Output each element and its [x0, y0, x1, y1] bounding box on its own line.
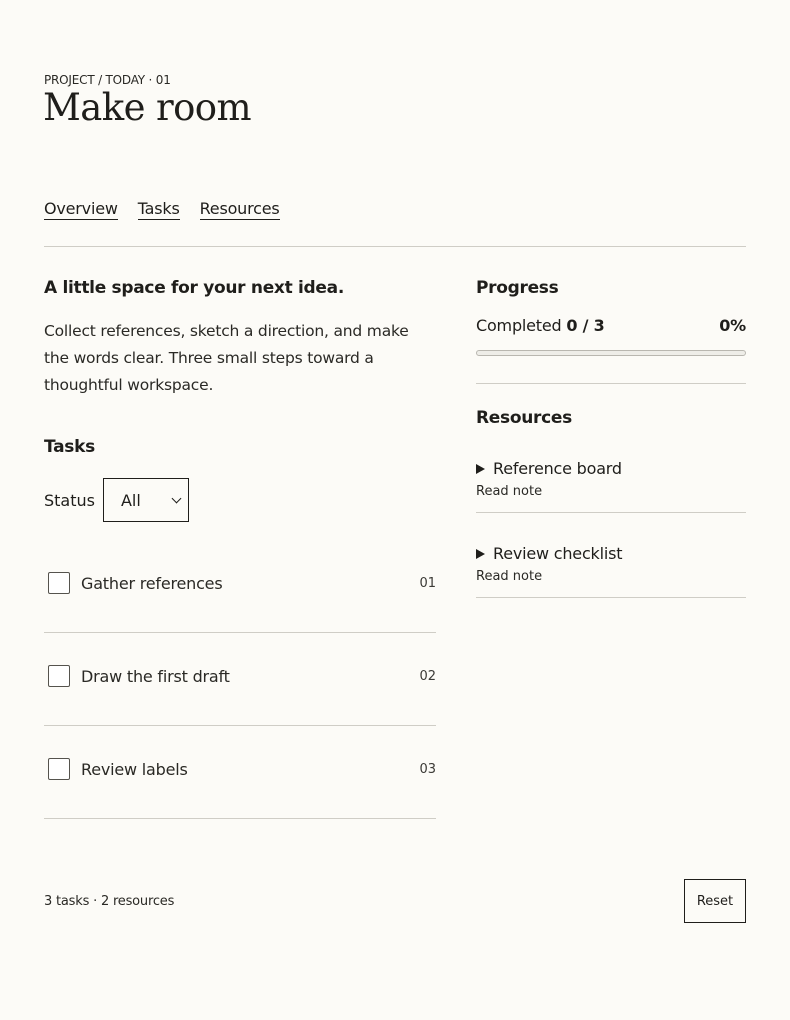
breadcrumb: PROJECT / TODAY · 01: [44, 73, 171, 87]
resources-heading: Resources: [476, 408, 572, 428]
task-label: Gather references: [81, 573, 223, 593]
completed-label: Completed: [476, 316, 562, 335]
task-number: 02: [419, 668, 436, 684]
header-divider: [44, 246, 746, 247]
page-title: Make room: [43, 86, 251, 129]
progress-divider: [476, 383, 746, 384]
disclosure-triangle-icon: [476, 549, 485, 559]
intro-heading: A little space for your next idea.: [44, 278, 344, 298]
task-number: 01: [419, 575, 436, 591]
progress-heading: Progress: [476, 278, 559, 298]
status-label: Status: [44, 490, 95, 510]
status-selected-value: All: [120, 490, 141, 510]
chevron-down-icon: [172, 493, 182, 503]
main-column: [44, 278, 436, 779]
task-checkbox[interactable]: [48, 572, 70, 594]
task-row: [44, 540, 436, 633]
disclosure-triangle-icon: [476, 464, 485, 474]
intro-body: Collect references, sketch a direction, and make the words clear. Three small steps toward a thoughtful workspace.: [44, 322, 409, 394]
tab-resources[interactable]: Resources: [199, 199, 280, 218]
resource-toggle[interactable]: [476, 544, 746, 563]
tab-tasks[interactable]: Tasks: [137, 199, 180, 218]
reset-button[interactable]: Reset: [684, 879, 746, 923]
tab-overview[interactable]: Overview: [44, 199, 118, 218]
progress-bar: [476, 350, 746, 356]
status-select[interactable]: [103, 478, 189, 522]
task-label: Review labels: [81, 759, 188, 779]
resource-toggle[interactable]: [476, 459, 746, 478]
completed-value: 0 / 3: [566, 316, 605, 335]
resource-title: Reference board: [493, 459, 622, 478]
tasks-heading: Tasks: [44, 437, 95, 457]
task-row: [44, 633, 436, 726]
task-checkbox[interactable]: [48, 758, 70, 780]
side-column: [476, 278, 746, 598]
task-checkbox[interactable]: [48, 665, 70, 687]
resource-note-link[interactable]: Read note: [476, 569, 543, 584]
resource-item: [476, 513, 746, 598]
task-list: [44, 540, 436, 819]
status-filter: [44, 478, 189, 522]
resource-title: Review checklist: [493, 544, 623, 563]
footer-count: 3 tasks · 2 resources: [44, 894, 175, 909]
completed-row: [476, 316, 746, 335]
task-label: Draw the first draft: [81, 666, 230, 686]
resource-item: [476, 428, 746, 513]
resource-note-link[interactable]: Read note: [476, 484, 543, 499]
tab-bar: [44, 199, 280, 220]
progress-percent: 0%: [719, 316, 746, 335]
task-row: [44, 726, 436, 819]
task-number: 03: [419, 761, 436, 777]
completed-text: [476, 316, 605, 335]
